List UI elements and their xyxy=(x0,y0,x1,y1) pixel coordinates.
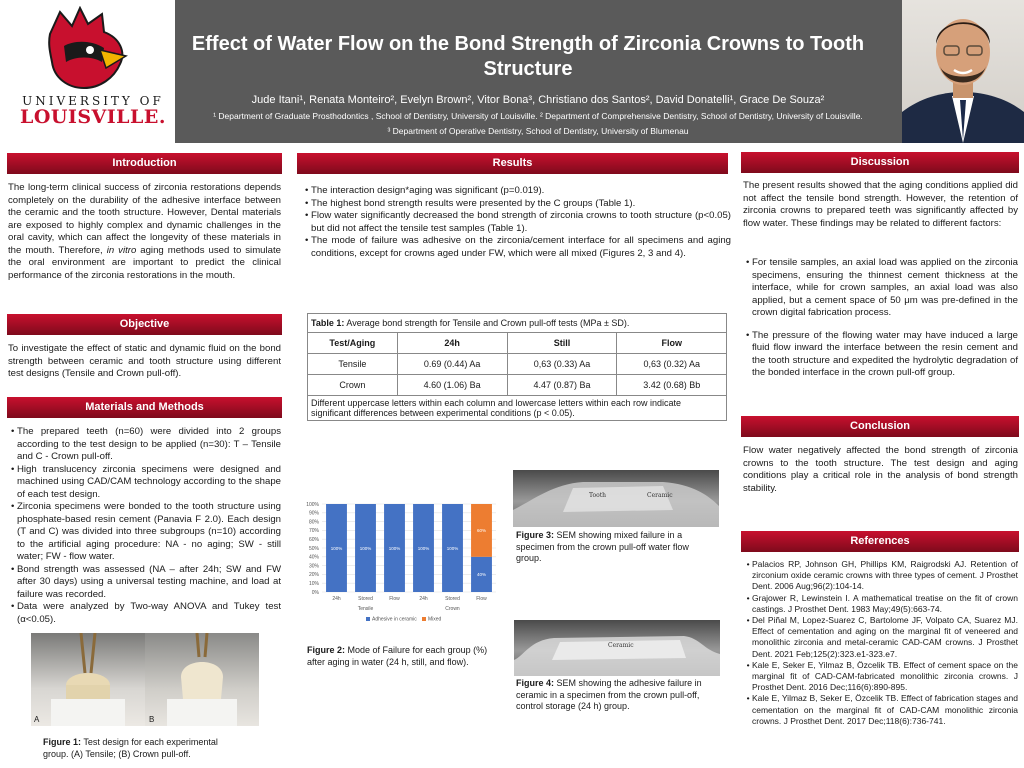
list-item: • Bond strength was assessed (NA – after 24h; SW and FW after 30 days) using a universal testing machine, and load at failure was recorded. xyxy=(17,564,281,602)
legend-entry: Adhesive in ceramic xyxy=(372,616,417,623)
conclusion-heading: Conclusion xyxy=(741,416,1019,437)
logo-text-university: UNIVERSITY OF xyxy=(22,94,164,108)
author-portrait-icon xyxy=(902,0,1024,143)
data-label: 100% xyxy=(417,545,430,551)
figure2-caption: Figure 2: Mode of Failure for each group (%) after aging in water (24 h, still, and flow). xyxy=(307,645,488,667)
x-tick-label: 24h xyxy=(419,596,428,602)
table-header-row xyxy=(308,333,726,354)
y-tick-label: 40% xyxy=(308,554,319,561)
list-item: • The highest bond strength results were presented by the C groups (Table 1). xyxy=(311,198,731,211)
table1 xyxy=(307,313,727,421)
y-tick-label: 70% xyxy=(308,528,319,535)
table-header-cell: Flow xyxy=(617,333,726,354)
reference-item: • Del Piñal M, Lopez-Suarez C, Bartolome JF, Volpato CA, Suarez MJ. Effect of cementation and aging on the marginal fit of veneered and monolithic zirconia and metal-ceramic CAD-CAM crowns. J Prosthet Dent. 2021 Feb;125(2):323.e1-323.e7. xyxy=(752,615,1018,660)
y-tick-label: 20% xyxy=(308,572,319,579)
table1-grid xyxy=(308,333,726,395)
y-tick-label: 80% xyxy=(308,519,319,526)
list-item: • Data were analyzed by Two-way ANOVA and Tukey test (α<0.05). xyxy=(17,601,281,626)
y-tick-label: 50% xyxy=(308,545,319,552)
methods-heading: Materials and Methods xyxy=(7,397,282,418)
list-item: • The prepared teeth (n=60) were divided into 2 groups according to the test design to be applied (n=30): T – Tensile and C - Crown pull-off. xyxy=(17,426,281,464)
logo-text-louisville: LOUISVILLE. xyxy=(19,106,167,128)
results-heading: Results xyxy=(297,153,728,174)
references-list xyxy=(743,559,1018,727)
table-row xyxy=(308,354,726,375)
panel-b-label: B xyxy=(149,715,155,724)
data-label: 40% xyxy=(476,572,487,578)
reference-item: • Kale E, Yilmaz B, Seker E, Özcelik TB. Effect of fabrication stages and cementation on the marginal fit of CAD-CAM monolithic zirconia crowns. J Prosthet Dent. 2017 Dec;118(6):736-741. xyxy=(752,693,1018,727)
group-label: Tensile xyxy=(357,606,374,612)
x-tick-label: Stored xyxy=(358,596,373,602)
x-tick-label: 24h xyxy=(332,596,341,602)
figure3-sem-image xyxy=(513,470,719,527)
table-cell: Tensile xyxy=(308,354,397,375)
sem-label-ceramic: Ceramic xyxy=(647,492,673,499)
y-tick-label: 100% xyxy=(306,501,319,508)
y-tick-label: 0% xyxy=(311,589,319,596)
list-item: • The pressure of the flowing water may have induced a large fluid flow inward the interface between the resin cement and the tooth structure and expedited the hydrolytic degradation of the bonded interface in the crown pull-off group. xyxy=(752,330,1018,380)
methods-list xyxy=(8,426,281,626)
table-cell: 0.69 (0.44) Aa xyxy=(397,354,507,375)
reference-item: • Kale E, Seker E, Yilmaz B, Özcelik TB. Effect of cement space on the marginal fit of CAD-CAM-fabricated monolithic zirconia crowns. J Prosthet Dent. 2016 Dec;116(6):890-895. xyxy=(752,660,1018,694)
data-label: 100% xyxy=(359,545,372,551)
data-label: 100% xyxy=(446,545,459,551)
figure1-photo-b xyxy=(145,633,259,726)
y-tick-label: 10% xyxy=(308,581,319,587)
affiliations-line-1: ¹ Department of Graduate Prosthodontics , School of Dentistry, University of Louisville. ² Department of Comprehensive Dentistry, School of Dentistry, University of Louisville. xyxy=(213,111,863,121)
figure1-caption: Figure 1: Test design for each experimental group. (A) Tensile; (B) Crown pull-off. xyxy=(43,737,218,759)
panel-a-label: A xyxy=(34,715,40,724)
list-item: • Flow water significantly decreased the bond strength of zirconia crowns to tooth structure (p<0.05) but did not affect the tensile test samples (Table 1). xyxy=(311,210,731,235)
results-list xyxy=(302,185,731,260)
reference-item: • Grajower R, Lewinstein I. A mathematical treatise on the fit of crown castings. J Prosthet Dent. 1983 May;49(5):663-74. xyxy=(752,593,1018,615)
figure4-caption: Figure 4: SEM showing the adhesive failure in ceramic in a specimen from the crown pull-off, control storage (24 h) group. xyxy=(516,678,702,711)
author-portrait-photo xyxy=(902,0,1024,143)
conclusion-text: Flow water negatively affected the bond strength of zirconia crowns to the tooth structure. The test design and aging conditions play a critical role in the analysis of bond strength stability. xyxy=(743,445,1018,494)
table-cell: 4.60 (1.06) Ba xyxy=(397,375,507,396)
data-label: 60% xyxy=(476,528,487,534)
discussion-list xyxy=(743,257,1018,380)
legend-entry: Mixed xyxy=(428,616,442,623)
table1-note: Different uppercase letters within each column and lowercase letters within each row indicate significant differences between experimental conditions (p < 0.05). xyxy=(308,395,726,420)
y-tick-label: 60% xyxy=(308,537,319,543)
introduction-text: The long-term clinical success of zirconia restorations depends completely on the durability of the adhesive interface between the ceramic and the tooth structure. However, Dental materials are exposed to highly complex and dynamic challenges in the oral cavity, which can affect the longevity of these materials in the mouth. Therefore, in vitro aging methods used to simulate the oral environment are important to predict the clinical performance of the zirconia restorations in the mouth. xyxy=(8,182,281,281)
poster-header xyxy=(0,0,1024,143)
references-heading: References xyxy=(741,531,1019,552)
y-tick-label: 90% xyxy=(308,510,319,517)
poster-title: Effect of Water Flow on the Bond Strength of Zirconia Crowns to Tooth Structure xyxy=(191,33,865,80)
tensile-specimen-icon xyxy=(31,633,145,726)
cardinal-bird-icon xyxy=(42,6,132,96)
x-tick-label: Flow xyxy=(389,596,400,602)
data-label: 100% xyxy=(388,545,401,551)
sem-specimen-icon xyxy=(513,470,719,527)
figure1-photo-a xyxy=(31,633,145,726)
data-label: 100% xyxy=(330,545,343,551)
failure-mode-chart xyxy=(300,498,500,638)
x-tick-label: Stored xyxy=(445,596,460,602)
discussion-heading: Discussion xyxy=(741,152,1019,173)
list-item: • For tensile samples, an axial load was applied on the zirconia specimens, ensuring the thinnest cement thickness at the interface, while for crown samples, an axial load was also applied, but a cement space of 50 μm was pre-defined in the crown digital fabrication process. xyxy=(752,257,1018,320)
group-label: Crown xyxy=(445,606,460,612)
table-cell: 0,63 (0.33) Aa xyxy=(507,354,617,375)
table-cell: 3.42 (0.68) Bb xyxy=(617,375,726,396)
objective-text: To investigate the effect of static and dynamic fluid on the bond strength between ceramic and tooth structure using different test designs (Tensile and Crown pull-off). xyxy=(8,343,281,379)
university-logo xyxy=(0,0,175,143)
list-item: • Zirconia specimens were bonded to the tooth structure using phosphate-based resin cement (Panavia F 2.0). Each design (T and C) was divided into three subgroups (n=10) according to the artificial aging procedure: NA - no aging; SW - still water; FW - flow water. xyxy=(17,501,281,564)
sem-label-tooth: Tooth xyxy=(589,492,607,499)
figure4-sem-image xyxy=(514,620,720,676)
table-header-cell: Test/Aging xyxy=(308,333,397,354)
discussion-text: The present results showed that the aging conditions applied did not affect the tensile bond strength. However, the retention of zirconia crowns to prepared teeth was significantly affected by flow water. These findings may be related to different factors: xyxy=(743,180,1018,229)
affiliations-line-2: ³ Department of Operative Dentistry, School of Dentistry, University of Blumenau xyxy=(387,126,689,136)
table-cell: 4.47 (0.87) Ba xyxy=(507,375,617,396)
list-item: • The interaction design*aging was significant (p=0.019). xyxy=(311,185,731,198)
author-list: Jude Itani¹, Renata Monteiro², Evelyn Brown², Vitor Bona³, Christiano dos Santos², David Donatelli¹, Grace De Souza² xyxy=(251,94,825,106)
figure3-caption: Figure 3: SEM showing mixed failure in a specimen from the crown pull-off water flow group. xyxy=(516,530,689,563)
sem-label-ceramic: Ceramic xyxy=(608,642,634,649)
table1-caption: Table 1: Average bond strength for Tensile and Crown pull-off tests (MPa ± SD). xyxy=(308,314,726,333)
legend-swatch xyxy=(366,617,370,621)
objective-heading: Objective xyxy=(7,314,282,335)
table-cell: 0,63 (0.32) Aa xyxy=(617,354,726,375)
reference-item: • Palacios RP, Johnson GH, Phillips KM, Raigrodski AJ. Retention of zirconium oxide ceramic crowns with three types of cement. J Prosthet Dent. 2006 Aug;96(2):104-14. xyxy=(752,559,1018,593)
legend-swatch xyxy=(422,617,426,621)
list-item: • High translucency zirconia specimens were designed and machined using CAD/CAM technology according to the shape of each test design. xyxy=(17,464,281,502)
y-tick-label: 30% xyxy=(308,563,319,570)
crown-specimen-icon xyxy=(145,633,259,726)
table-header-cell: 24h xyxy=(397,333,507,354)
table-cell: Crown xyxy=(308,375,397,396)
introduction-heading: Introduction xyxy=(7,153,282,174)
list-item: • The mode of failure was adhesive on the zirconia/cement interface for all specimens and aging conditions, except for crowns aged under FW, which were all mixed (Figures 2, 3 and 4). xyxy=(311,235,731,260)
table-header-cell: Still xyxy=(507,333,617,354)
table-row xyxy=(308,375,726,396)
x-tick-label: Flow xyxy=(476,596,487,602)
